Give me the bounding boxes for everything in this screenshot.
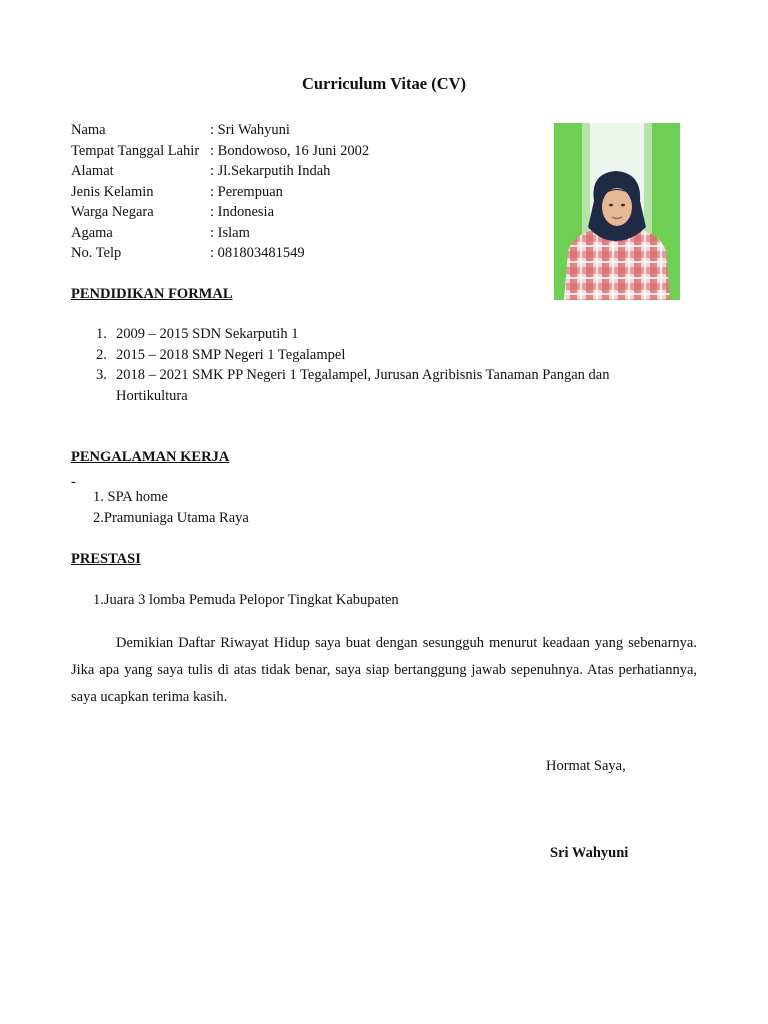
list-item (71, 365, 671, 406)
dash-mark: - (71, 474, 76, 490)
info-label: Agama (71, 224, 113, 241)
profile-photo (554, 123, 680, 300)
list-text: 2009 – 2015 SDN Sekarputih 1 (116, 326, 299, 342)
info-label: Jenis Kelamin (71, 183, 154, 200)
info-value: : Indonesia (210, 204, 275, 220)
list-number: 1. (96, 326, 107, 342)
info-row-name (71, 120, 369, 141)
info-label: Warga Negara (71, 204, 154, 220)
list-number: 3. (96, 367, 107, 383)
work-heading: PENGALAMAN KERJA (71, 449, 230, 465)
list-text: 2015 – 2018 SMP Negeri 1 Tegalampel (116, 346, 346, 363)
info-value: : 081803481549 (210, 245, 305, 261)
info-row-gender (71, 182, 369, 203)
info-value: : Bondowoso, 16 Juni 2002 (210, 142, 370, 159)
work-list (93, 487, 249, 528)
achievements-heading: PRESTASI (71, 551, 141, 567)
info-value: : Sri Wahyuni (210, 122, 290, 138)
info-value: : Islam (210, 224, 250, 241)
profile-photo-illustration (554, 123, 680, 300)
list-number: 2. (96, 346, 107, 363)
achievements-list (93, 590, 399, 611)
info-value: : Perempuan (210, 183, 283, 200)
info-label: Tempat Tanggal Lahir (71, 142, 200, 159)
document-title: Curriculum Vitae (CV) (301, 74, 467, 93)
list-item: 2.Pramuniaga Utama Raya (93, 509, 249, 526)
list-item (71, 324, 671, 345)
education-heading: PENDIDIKAN FORMAL (71, 286, 233, 302)
education-list (71, 324, 671, 406)
closing-paragraph: Demikian Daftar Riwayat Hidup saya buat dengan sesungguh menurut keadaan yang sebenarnya. Jika apa yang saya tulis di atas tidak benar, saya siap bertanggung jawab sepenuhnya. Atas perhatiannya, saya ucapkan terima kasih. (71, 635, 697, 705)
info-row-phone (71, 243, 369, 264)
list-text: 2018 – 2021 SMK PP Negeri 1 Tegalampel, Jurusan Agribisnis Tanaman Pangan dan Hortikultura (116, 367, 610, 404)
info-label: No. Telp (71, 245, 122, 261)
list-item: 1. SPA home (93, 489, 168, 505)
info-label: Alamat (71, 163, 114, 179)
list-item (71, 345, 671, 366)
info-label: Nama (71, 122, 106, 138)
personal-info (71, 120, 369, 264)
list-item: 1.Juara 3 lomba Pemuda Pelopor Tingkat Kabupaten (93, 592, 399, 608)
regards-text: Hormat Saya, (546, 758, 626, 774)
info-row-religion (71, 223, 369, 244)
signature-name: Sri Wahyuni (550, 845, 629, 861)
info-row-citizenship (71, 202, 369, 223)
info-row-address (71, 161, 369, 182)
info-value: : Jl.Sekarputih Indah (210, 163, 331, 179)
info-row-birth (71, 141, 369, 162)
